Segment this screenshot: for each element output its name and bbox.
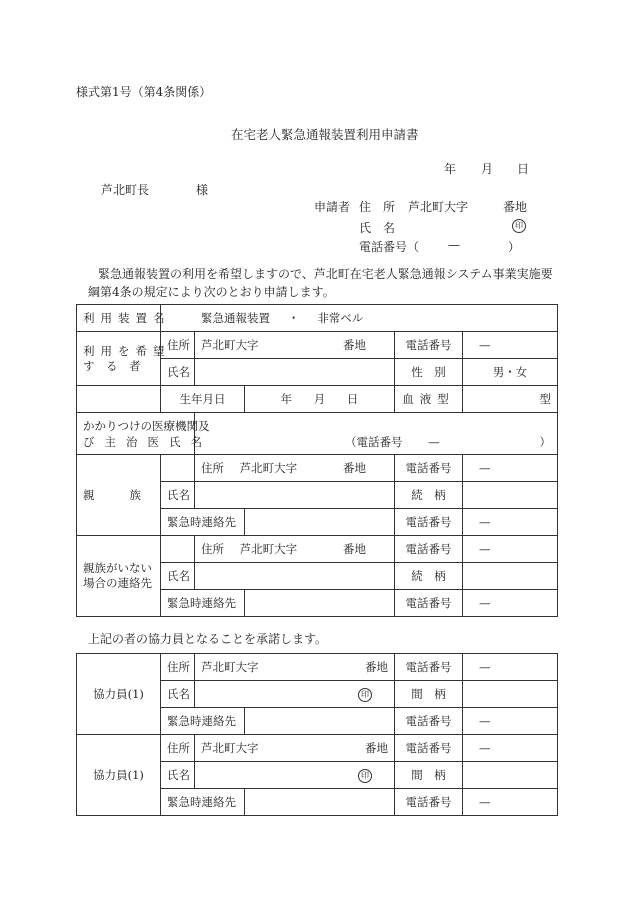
applicant-seal-icon — [512, 218, 526, 233]
norel-relation-value[interactable] — [463, 563, 558, 590]
helper1-name-label: 氏名 — [161, 681, 195, 708]
date-month: 月 — [481, 162, 494, 176]
applicant-seal: 印 — [512, 219, 526, 233]
applicant-phone-dash: — — [448, 238, 460, 252]
intro-line-2: 綱第4条の規定により次のとおり申請します。 — [88, 285, 335, 299]
helper2-address-value[interactable]: 芦北町大字 番地 — [195, 735, 395, 762]
user-gender-value[interactable]: 男・女 — [463, 359, 558, 386]
empty-cell — [77, 386, 161, 413]
norel-name-value[interactable] — [195, 563, 395, 590]
device-options[interactable]: 緊急通報装置 ・ 非常ベル — [161, 305, 558, 332]
user-address-value[interactable]: 芦北町大字 番地 — [195, 332, 395, 359]
norel-emergency-phone-value[interactable]: — — [463, 590, 558, 617]
helper2-address-row — [77, 735, 558, 762]
helper1-address-value[interactable]: 芦北町大字 番地 — [195, 654, 395, 681]
relative-phone-label: 電話番号 — [395, 455, 463, 482]
helper1-label: 協力員(1) — [77, 654, 161, 735]
applicant-address-suffix: 番地 — [503, 200, 528, 214]
helper2-phone-label: 電話番号 — [395, 735, 463, 762]
blood-type-value[interactable]: 型 — [463, 386, 558, 413]
helper2-emergency-phone-label: 電話番号 — [395, 789, 463, 816]
relative-address-label — [161, 455, 195, 482]
helper2-seal-icon: 印 — [358, 769, 372, 783]
user-phone-label: 電話番号 — [395, 332, 463, 359]
user-label: 利用を希望 す る 者 — [77, 332, 161, 386]
norel-emergency-value[interactable] — [245, 590, 395, 617]
relative-address-value[interactable]: 住所 芦北町大字 番地 — [195, 455, 395, 482]
helper2-phone-value[interactable]: — — [463, 735, 558, 762]
norel-address-row — [77, 536, 558, 563]
approval-text: 上記の者の協力員となることを承諾します。 — [88, 632, 328, 646]
clinic-label: かかりつけの医療機関及 び主治医氏名 — [77, 413, 195, 455]
norel-phone-label: 電話番号 — [395, 536, 463, 563]
date-year: 年 — [444, 162, 457, 176]
norel-label: 親族がいない 場合の連絡先 — [77, 536, 161, 617]
helper1-name-value[interactable] — [195, 681, 395, 708]
applicant-address-value[interactable]: 芦北町大字 — [408, 200, 469, 214]
dob-label: 生年月日 — [161, 386, 245, 413]
user-name-label: 氏名 — [161, 359, 195, 386]
device-label: 利用装置名 — [77, 305, 161, 332]
applicant-phone-label: 電話番号（ — [359, 240, 420, 254]
form-number: 様式第1号（第4条関係） — [76, 85, 212, 99]
user-gender-label: 性 別 — [395, 359, 463, 386]
helper2-address-label: 住所 — [161, 735, 195, 762]
helper1-phone-label: 電話番号 — [395, 654, 463, 681]
dob-value[interactable]: 年 月 日 — [245, 386, 395, 413]
helper2-name-label: 氏名 — [161, 762, 195, 789]
blood-type-label: 血液型 — [395, 386, 463, 413]
helper1-emergency-phone-value[interactable]: — — [463, 708, 558, 735]
helper2-relation-value[interactable] — [463, 762, 558, 789]
relative-emergency-phone-label: 電話番号 — [395, 509, 463, 536]
applicant-address-label: 住 所 — [359, 200, 396, 214]
norel-address-label — [161, 536, 195, 563]
helper1-phone-value[interactable]: — — [463, 654, 558, 681]
relative-emergency-value[interactable] — [245, 509, 395, 536]
application-table — [76, 304, 558, 617]
helper2-name-value[interactable] — [195, 762, 395, 789]
relative-relation-value[interactable] — [463, 482, 558, 509]
recipient-honorific: 様 — [196, 183, 209, 197]
device-row — [77, 305, 558, 332]
helper1-address-label: 住所 — [161, 654, 195, 681]
relative-name-label: 氏名 — [161, 482, 195, 509]
helper1-emergency-value[interactable] — [245, 708, 395, 735]
helper1-seal-icon: 印 — [358, 688, 372, 702]
helper1-emergency-label: 緊急時連絡先 — [161, 708, 245, 735]
norel-name-label: 氏名 — [161, 563, 195, 590]
norel-emergency-label: 緊急時連絡先 — [161, 590, 245, 617]
page-title: 在宅老人緊急通報装置利用申請書 — [231, 127, 419, 142]
relative-phone-value[interactable]: — — [463, 455, 558, 482]
helper1-relation-value[interactable] — [463, 681, 558, 708]
relative-emergency-phone-value[interactable]: — — [463, 509, 558, 536]
helper1-address-row — [77, 654, 558, 681]
helper2-relation-label: 間 柄 — [395, 762, 463, 789]
helper1-relation-label: 間 柄 — [395, 681, 463, 708]
norel-emergency-phone-label: 電話番号 — [395, 590, 463, 617]
applicant-label: 申請者 — [314, 200, 351, 214]
applicant-phone-close: ） — [508, 240, 521, 254]
helper2-emergency-value[interactable] — [245, 789, 395, 816]
helper2-emergency-phone-value[interactable]: — — [463, 789, 558, 816]
user-name-value[interactable] — [195, 359, 395, 386]
helper-table — [76, 653, 558, 816]
clinic-value[interactable]: （電話番号 — ） — [195, 413, 558, 455]
norel-relation-label: 続 柄 — [395, 563, 463, 590]
helper2-emergency-label: 緊急時連絡先 — [161, 789, 245, 816]
intro-line-1: 緊急通報装置の利用を希望しますので、芦北町在宅老人緊急通報システム事業実施要 — [98, 267, 553, 281]
norel-phone-value[interactable]: — — [463, 536, 558, 563]
helper1-emergency-phone-label: 電話番号 — [395, 708, 463, 735]
relative-label: 親 族 — [77, 455, 161, 536]
relative-address-row — [77, 455, 558, 482]
relative-emergency-label: 緊急時連絡先 — [161, 509, 245, 536]
relative-relation-label: 続 柄 — [395, 482, 463, 509]
clinic-row — [77, 413, 558, 455]
user-phone-value[interactable]: — — [463, 332, 558, 359]
date-day: 日 — [517, 162, 530, 176]
user-address-row — [77, 332, 558, 359]
user-dob-row — [77, 386, 558, 413]
relative-name-value[interactable] — [195, 482, 395, 509]
norel-address-value[interactable]: 住所 芦北町大字 番地 — [195, 536, 395, 563]
helper2-label: 協力員(1) — [77, 735, 161, 816]
user-address-label: 住所 — [161, 332, 195, 359]
recipient: 芦北町長 — [101, 183, 150, 197]
applicant-name-label: 氏 名 — [359, 221, 396, 235]
